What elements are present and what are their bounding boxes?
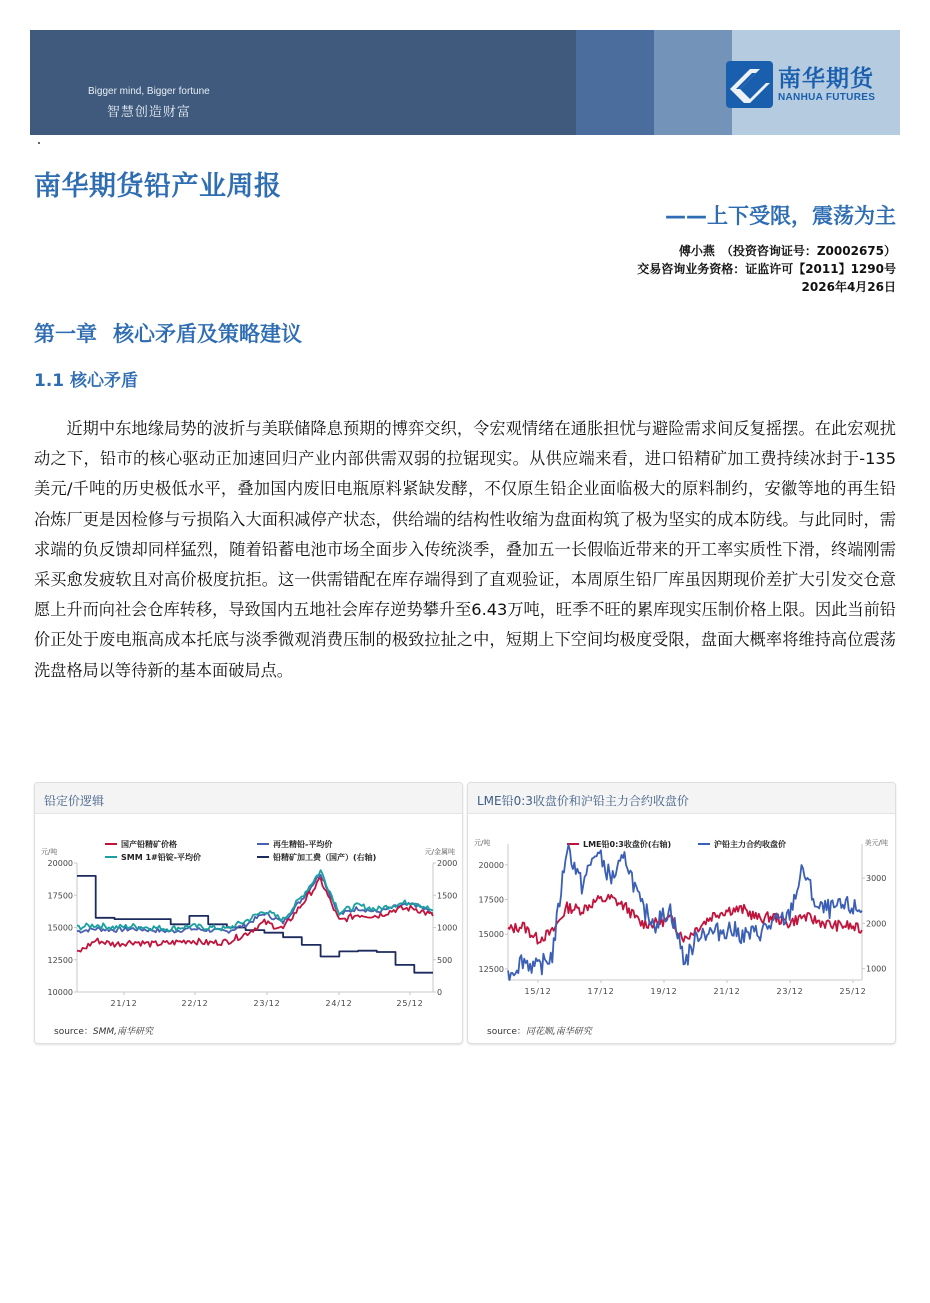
svg-text:美元/吨: 美元/吨	[864, 839, 888, 847]
chart-card-lead-pricing	[34, 782, 463, 1044]
page-marker-dot	[38, 142, 40, 144]
svg-text:元/金属吨: 元/金属吨	[424, 848, 455, 856]
report-subtitle: ——上下受限，震荡为主	[665, 204, 896, 228]
svg-text:22/12: 22/12	[181, 999, 209, 1008]
chart-source: source：SMM,南华研究	[54, 1027, 153, 1037]
banner-block-mid	[576, 30, 654, 135]
svg-text:21/12: 21/12	[713, 987, 741, 996]
slogan-english: Bigger mind, Bigger fortune	[88, 86, 210, 97]
banner-block-dark	[30, 30, 576, 135]
svg-text:0: 0	[437, 988, 443, 997]
report-date: 2026年4月26日	[801, 280, 896, 294]
chart-title: LME铅0:3收盘价和沪铅主力合约收盘价	[468, 783, 895, 814]
slogan-chinese: 智慧创造财富	[106, 105, 191, 120]
svg-text:SMM 1#铅锭-平均价: SMM 1#铅锭-平均价	[121, 853, 202, 862]
svg-text:沪铅主力合约收盘价: 沪铅主力合约收盘价	[714, 840, 786, 849]
svg-text:LME铅0:3收盘价(右轴): LME铅0:3收盘价(右轴)	[583, 840, 672, 849]
svg-text:1000: 1000	[866, 964, 887, 974]
chapter-heading	[34, 318, 302, 348]
lme-shfe-price-chart	[468, 814, 897, 1014]
logo-name-chinese: 南华期货	[778, 66, 874, 92]
svg-text:19/12: 19/12	[650, 987, 678, 996]
svg-text:20000: 20000	[47, 859, 73, 868]
lead-pricing-chart	[35, 814, 464, 1014]
report-meta	[637, 242, 896, 296]
report-title: 南华期货铅产业周报	[34, 171, 282, 202]
banner-block-light	[654, 30, 732, 135]
svg-text:15000: 15000	[47, 923, 73, 933]
company-logo	[726, 61, 875, 108]
license-line: 交易咨询业务资格：证监许可【2011】1290号	[637, 262, 896, 276]
chart-card-lme-shfe	[467, 782, 896, 1044]
svg-text:15000: 15000	[478, 930, 504, 940]
svg-text:25/12: 25/12	[839, 987, 867, 996]
svg-text:3000: 3000	[866, 874, 887, 883]
chapter-number: 第一章	[34, 322, 97, 346]
chart-source: source：同花顺,南华研究	[487, 1027, 592, 1037]
svg-text:铅精矿加工费（国产）(右轴): 铅精矿加工费（国产）(右轴)	[273, 853, 377, 862]
svg-text:国产铅精矿价格: 国产铅精矿价格	[121, 840, 177, 849]
svg-text:2000: 2000	[866, 919, 887, 929]
svg-text:17/12: 17/12	[587, 987, 615, 996]
author-line: 傅小燕 （投资咨询证号：Z0002675）	[678, 244, 896, 258]
svg-text:20000: 20000	[478, 860, 504, 870]
svg-text:500: 500	[437, 955, 453, 965]
svg-text:23/12: 23/12	[253, 999, 281, 1008]
body-paragraph: 近期中东地缘局势的波折与美联储降息预期的博弈交织，令宏观情绪在通胀担忧与避险需求间反复摇摆。在此宏观扰动之下，铅市的核心驱动正加速回归产业内部供需双弱的拉锯现实。从供应端来看，进口铅精矿加工费持续冰封于-135美元/千吨的历史极低水平，叠加国内废旧电瓶原料紧缺发酵，不仅原生铅企业面临极大的原料制约，安徽等地的再生铅冶炼厂更是因检修与亏损陷入大面积减停产状态，供给端的结构性收缩为盘面构筑了极为坚实的成本防线。与此同时，需求端的负反馈却同样猛烈，随着铅蓄电池市场全面步入传统淡季，叠加五一长假临近带来的开工率实质性下滑，终端刚需采买愈发疲软且对高价极度抗拒。这一供需错配在库存端得到了直观验证，本周原生铅厂库虽因期现价差扩大引发交仓意愿上升而向社会仓库转移，导致国内五地社会库存逆势攀升至6.43万吨，旺季不旺的累库现实压制价格上限。因此当前铅价正处于废电瓶高成本托底与淡季微观消费压制的极致拉扯之中，短期上下空间均极度受限，盘面大概率将维持高位震荡洗盘格局以等待新的基本面破局点。	[34, 419, 896, 680]
svg-text:24/12: 24/12	[325, 999, 353, 1008]
slogan	[88, 86, 210, 120]
svg-text:17500: 17500	[47, 891, 73, 901]
svg-text:元/吨: 元/吨	[41, 848, 58, 856]
svg-text:12500: 12500	[47, 955, 73, 965]
chapter-title: 核心矛盾及策略建议	[113, 322, 302, 346]
chart-title: 铅定价逻辑	[35, 783, 462, 814]
svg-text:23/12: 23/12	[776, 987, 804, 996]
svg-text:2000: 2000	[437, 859, 458, 868]
svg-text:10000: 10000	[47, 988, 73, 997]
svg-text:1000: 1000	[437, 923, 458, 933]
svg-text:15/12: 15/12	[524, 987, 552, 996]
svg-text:21/12: 21/12	[110, 999, 138, 1008]
svg-text:1500: 1500	[437, 891, 458, 901]
svg-text:25/12: 25/12	[396, 999, 424, 1008]
svg-text:17500: 17500	[478, 895, 504, 905]
svg-text:12500: 12500	[478, 964, 504, 974]
svg-text:元/吨: 元/吨	[474, 839, 491, 847]
section-heading: 1.1 核心矛盾	[34, 371, 139, 391]
logo-name-english: NANHUA FUTURES	[778, 92, 876, 103]
nanhua-logo-icon	[726, 61, 773, 108]
svg-text:再生精铅-平均价: 再生精铅-平均价	[273, 840, 333, 849]
